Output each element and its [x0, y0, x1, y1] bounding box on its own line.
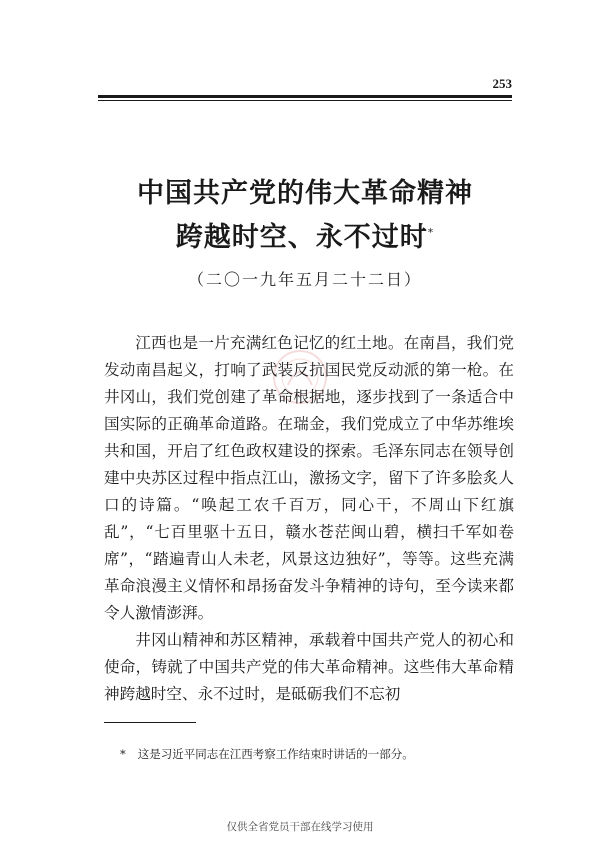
- paragraph-1: 江西也是一片充满红色记忆的红土地。在南昌，我们党发动南昌起义，打响了武装反抗国民党反动派的第一枪。在井冈山，我们党创建了革命根据地，逐步找到了一条适合中国实际的正确革命道路。在瑞金，我们党成立了中华苏维埃共和国，开启了红色政权建设的探索。毛泽东同志在领导创建中央苏区过程中指点江山，激扬文字，留下了许多脍炙人口的诗篇。“唤起工农千百万，同心干，不周山下红旗乱”，“七百里驱十五日，赣水苍茫闽山碧，横扫千军如卷席”，“踏遍青山人未老，风景这边独好”，等等。这些充满革命浪漫主义情怀和昂扬奋发斗争精神的诗句，至今读来都令人激情澎湃。: [104, 334, 514, 622]
- title-line-1: 中国共产党的伟大革命精神: [137, 178, 473, 209]
- article-title: [98, 172, 512, 260]
- article-body: [104, 330, 514, 708]
- header-rule-thick: [98, 95, 512, 98]
- title-footnote-mark: *: [427, 226, 435, 239]
- footnote: [120, 746, 520, 762]
- paragraph-2: 井冈山精神和苏区精神，承载着中国共产党人的初心和使命，铸就了中国共产党的伟大革命精神。这些伟大革命精神跨越时空、永不过时，是砥砺我们不忘初: [104, 631, 514, 703]
- page-number: 253: [492, 76, 512, 91]
- usage-notice: 仅供全省党员干部在线学习使用: [226, 821, 374, 833]
- footnote-mark: *: [120, 747, 126, 761]
- header-rule-thin: [98, 100, 512, 101]
- title-line-2: [98, 216, 512, 260]
- speech-date: （二〇一九年五月二十二日）: [187, 270, 422, 289]
- footnote-text: 这是习近平同志在江西考察工作结束时讲话的一部分。: [137, 747, 414, 761]
- title-line-2-text: 跨越时空、永不过时: [175, 222, 428, 253]
- footnote-rule: [104, 722, 196, 723]
